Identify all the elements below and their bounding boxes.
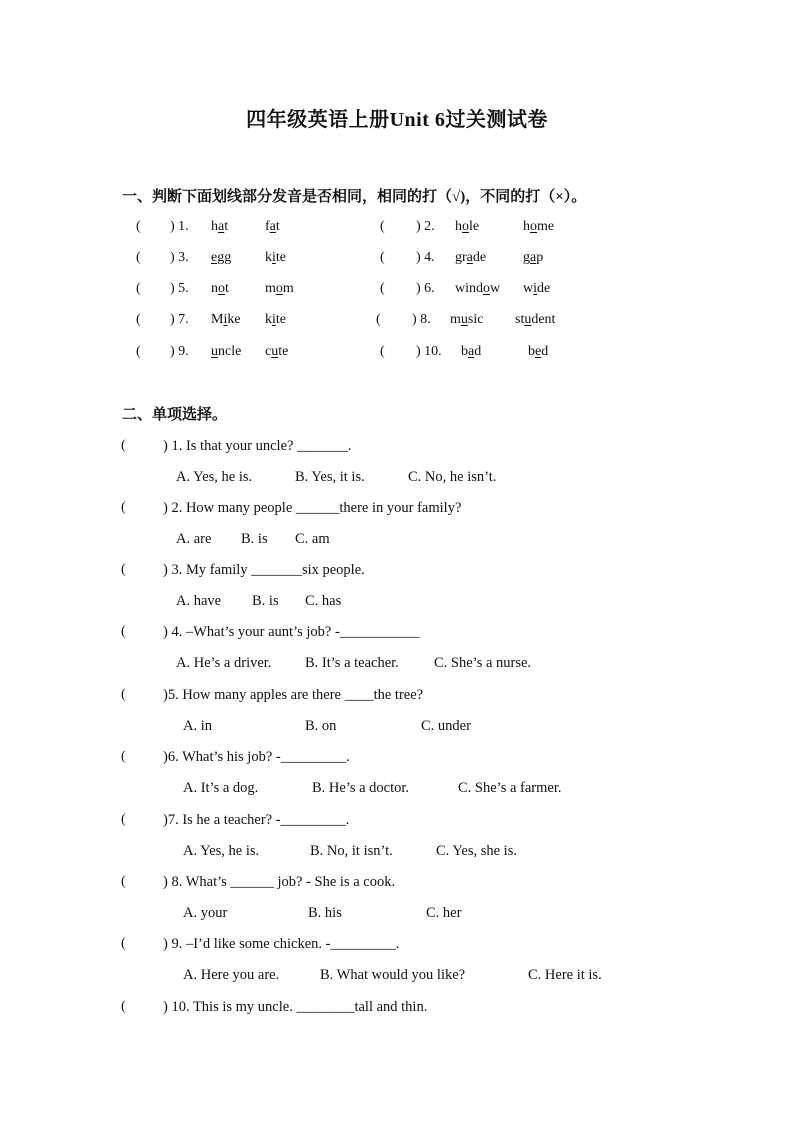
answer-blank-paren[interactable]: ( bbox=[121, 562, 126, 577]
underlined-letter: i bbox=[533, 281, 538, 296]
word-second: wide bbox=[523, 281, 551, 296]
answer-blank-paren[interactable]: ( bbox=[136, 344, 141, 359]
item-number: ) 8. bbox=[412, 312, 431, 327]
answer-option[interactable]: B. It’s a teacher. bbox=[305, 655, 399, 671]
question-text: ) 4. –What’s your aunt’s job? -___________ bbox=[163, 624, 420, 640]
answer-option[interactable]: A. Yes, he is. bbox=[183, 843, 260, 859]
item-number: ) 2. bbox=[416, 219, 435, 234]
answer-option[interactable]: B. is bbox=[241, 531, 268, 547]
word-second: home bbox=[523, 219, 555, 234]
section1-heading: 一、判断下面划线部分发音是否相同，相同的打（√)，不同的打（×）。 bbox=[122, 189, 587, 205]
answer-option[interactable]: B. on bbox=[305, 718, 337, 734]
answer-option[interactable]: B. No, it isn’t. bbox=[310, 843, 393, 859]
question-text: )5. How many apples are there ____the tree? bbox=[163, 687, 424, 703]
item-number: ) 4. bbox=[416, 250, 435, 265]
word-first: uncle bbox=[211, 344, 242, 359]
word-second: kite bbox=[265, 312, 286, 327]
answer-option[interactable]: C. under bbox=[421, 718, 471, 734]
word-second: cute bbox=[265, 344, 289, 359]
underlined-letter: e bbox=[211, 250, 218, 265]
answer-blank-paren[interactable]: ( bbox=[121, 999, 126, 1014]
question-text: ) 9. –I’d like some chicken. -_________. bbox=[163, 936, 400, 952]
item-number: ) 6. bbox=[416, 281, 435, 296]
answer-option[interactable]: A. are bbox=[176, 531, 212, 547]
answer-blank-paren[interactable]: ( bbox=[380, 344, 385, 359]
underlined-letter: u bbox=[524, 312, 532, 327]
answer-option[interactable]: A. It’s a dog. bbox=[183, 780, 259, 796]
answer-blank-paren[interactable]: ( bbox=[121, 624, 126, 639]
word-second: mom bbox=[265, 281, 294, 296]
item-number: ) 7. bbox=[170, 312, 189, 327]
answer-blank-paren[interactable]: ( bbox=[121, 936, 126, 951]
word-first: egg bbox=[211, 250, 232, 265]
underlined-letter: u bbox=[271, 344, 279, 359]
answer-option[interactable]: A. He’s a driver. bbox=[176, 655, 272, 671]
word-first: window bbox=[455, 281, 501, 296]
word-first: hole bbox=[455, 219, 480, 234]
answer-option[interactable]: C. She’s a farmer. bbox=[458, 780, 562, 796]
underlined-letter: a bbox=[530, 250, 537, 265]
underlined-letter: o bbox=[218, 281, 225, 296]
answer-blank-paren[interactable]: ( bbox=[136, 312, 141, 327]
answer-blank-paren[interactable]: ( bbox=[121, 687, 126, 702]
item-number: ) 3. bbox=[170, 250, 189, 265]
answer-option[interactable]: A. have bbox=[176, 593, 222, 609]
question-text: ) 10. This is my uncle. ________tall and thin. bbox=[163, 999, 428, 1015]
answer-option[interactable]: A. Here you are. bbox=[183, 967, 280, 983]
answer-blank-paren[interactable]: ( bbox=[121, 500, 126, 515]
worksheet-title: 四年级英语上册Unit 6过关测试卷 bbox=[246, 109, 548, 131]
answer-option[interactable]: A. Yes, he is. bbox=[176, 469, 253, 485]
answer-blank-paren[interactable]: ( bbox=[121, 812, 126, 827]
question-text: ) 2. How many people ______there in your family? bbox=[163, 500, 462, 516]
answer-option[interactable]: C. Yes, she is. bbox=[436, 843, 517, 859]
word-first: grade bbox=[455, 250, 487, 265]
word-first: not bbox=[211, 281, 229, 296]
answer-option[interactable]: C. her bbox=[426, 905, 462, 921]
answer-option[interactable]: C. No, he isn’t. bbox=[408, 469, 497, 485]
underlined-letter: u bbox=[460, 312, 468, 327]
answer-option[interactable]: B. his bbox=[308, 905, 342, 921]
answer-option[interactable]: A. your bbox=[183, 905, 228, 921]
question-text: ) 3. My family _______six people. bbox=[163, 562, 365, 578]
word-first: Mike bbox=[211, 312, 241, 327]
question-text: )7. Is he a teacher? -_________. bbox=[163, 812, 350, 828]
answer-blank-paren[interactable]: ( bbox=[380, 250, 385, 265]
question-text: )6. What’s his job? -_________. bbox=[163, 749, 350, 765]
answer-option[interactable]: C. has bbox=[305, 593, 342, 609]
answer-option[interactable]: C. She’s a nurse. bbox=[434, 655, 532, 671]
word-first: music bbox=[450, 312, 484, 327]
section2-heading: 二、单项选择。 bbox=[122, 407, 228, 423]
word-second: gap bbox=[523, 250, 544, 265]
answer-option[interactable]: B. What would you like? bbox=[320, 967, 466, 983]
word-second: fat bbox=[265, 219, 280, 234]
answer-blank-paren[interactable]: ( bbox=[380, 219, 385, 234]
answer-option[interactable]: B. Yes, it is. bbox=[295, 469, 365, 485]
answer-option[interactable]: B. He’s a doctor. bbox=[312, 780, 410, 796]
word-first: bad bbox=[461, 344, 482, 359]
word-first: hat bbox=[211, 219, 229, 234]
underlined-letter: e bbox=[535, 344, 542, 359]
item-number: ) 5. bbox=[170, 281, 189, 296]
underlined-letter: o bbox=[462, 219, 469, 234]
underlined-letter: a bbox=[218, 219, 225, 234]
item-number: ) 1. bbox=[170, 219, 189, 234]
answer-option[interactable]: C. Here it is. bbox=[528, 967, 602, 983]
word-second: bed bbox=[528, 344, 549, 359]
answer-blank-paren[interactable]: ( bbox=[121, 438, 126, 453]
word-second: kite bbox=[265, 250, 286, 265]
underlined-letter: o bbox=[483, 281, 490, 296]
underlined-letter: i bbox=[272, 312, 276, 327]
underlined-letter: u bbox=[211, 344, 218, 359]
item-number: ) 9. bbox=[170, 344, 189, 359]
question-text: ) 8. What’s ______ job? - She is a cook. bbox=[163, 874, 396, 890]
answer-blank-paren[interactable]: ( bbox=[121, 749, 126, 764]
answer-blank-paren[interactable]: ( bbox=[376, 312, 381, 327]
answer-option[interactable]: A. in bbox=[183, 718, 212, 734]
answer-blank-paren[interactable]: ( bbox=[121, 874, 126, 889]
answer-blank-paren[interactable]: ( bbox=[136, 219, 141, 234]
question-text: ) 1. Is that your uncle? _______. bbox=[163, 438, 352, 454]
underlined-letter: o bbox=[275, 281, 283, 296]
answer-blank-paren[interactable]: ( bbox=[136, 250, 141, 265]
underlined-letter: a bbox=[468, 344, 475, 359]
word-second: student bbox=[515, 312, 556, 327]
underlined-letter: i bbox=[272, 250, 276, 265]
item-number: ) 10. bbox=[416, 344, 442, 359]
answer-option[interactable]: B. is bbox=[252, 593, 279, 609]
answer-blank-paren[interactable]: ( bbox=[380, 281, 385, 296]
underlined-letter: a bbox=[269, 219, 276, 234]
underlined-letter: i bbox=[223, 312, 228, 327]
answer-blank-paren[interactable]: ( bbox=[136, 281, 141, 296]
underlined-letter: a bbox=[466, 250, 473, 265]
underlined-letter: o bbox=[530, 219, 537, 234]
answer-option[interactable]: C. am bbox=[295, 531, 330, 547]
